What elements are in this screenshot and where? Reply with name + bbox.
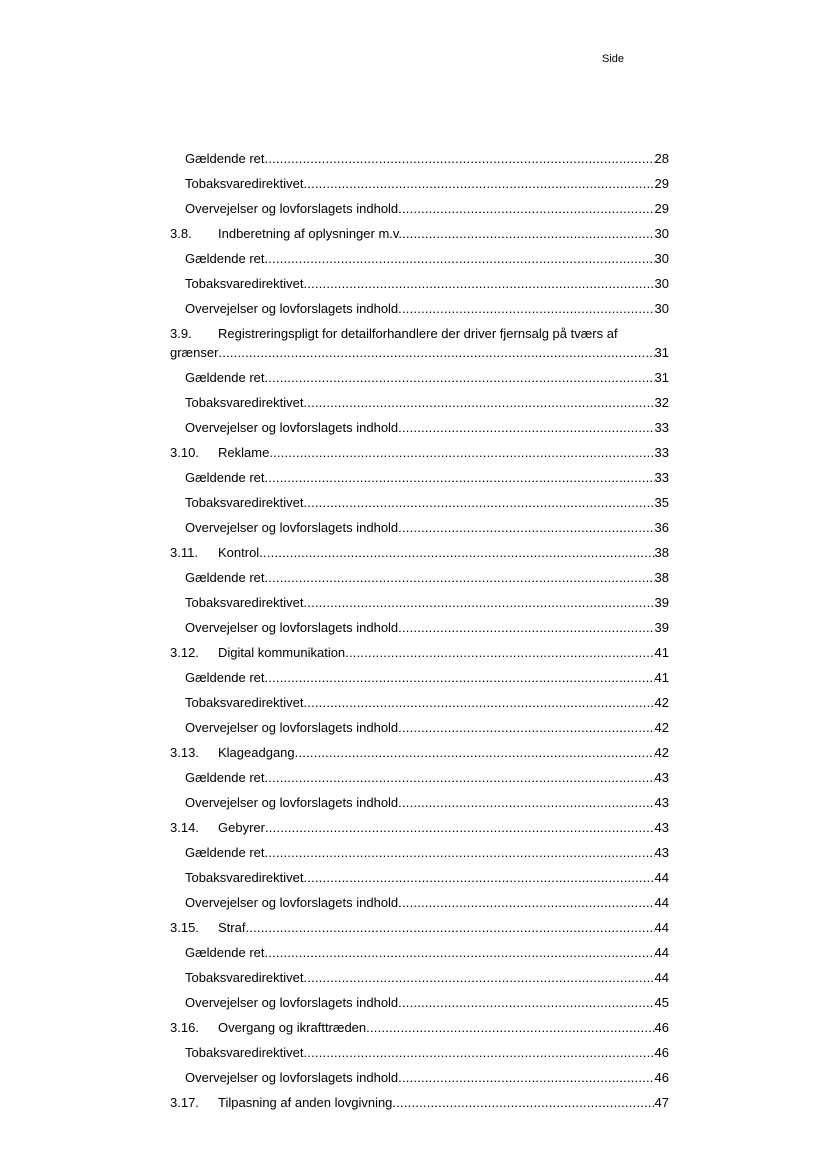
toc-entry[interactable] [170, 765, 669, 790]
toc-page-number: 31 [654, 370, 669, 385]
toc-entry-title: Klageadgang [218, 745, 295, 760]
toc-entry-title: Overvejelser og lovforslagets indhold [185, 720, 399, 735]
toc-entry-title: Tobaksvaredirektivet [185, 1045, 304, 1060]
toc-dot-leader [245, 915, 654, 940]
toc-dot-leader [265, 765, 655, 790]
toc-page-number: 39 [654, 620, 669, 635]
toc-section-number: 3.11. [170, 545, 198, 560]
toc-dot-leader [265, 365, 655, 390]
toc-entry[interactable] [170, 1040, 669, 1065]
toc-entry-title: Straf [218, 920, 246, 935]
toc-dot-leader [398, 790, 654, 815]
toc-entry-title: Gældende ret [185, 370, 265, 385]
toc-section-number: 3.8. [170, 226, 192, 241]
toc-dot-leader [304, 1040, 655, 1065]
toc-dot-leader [304, 490, 655, 515]
toc-page-number: 43 [654, 820, 669, 835]
toc-entry-title: Tobaksvaredirektivet [185, 695, 304, 710]
toc-entry-title: Gældende ret [185, 470, 265, 485]
toc-page-number: 46 [654, 1020, 669, 1035]
toc-dot-leader [398, 890, 654, 915]
toc-page-number: 44 [654, 895, 669, 910]
toc-page-number: 33 [654, 470, 669, 485]
toc-section-number: 3.9. [170, 326, 192, 341]
toc-entry[interactable] [170, 590, 669, 615]
toc-dot-leader [366, 1015, 654, 1040]
toc-page-number: 29 [654, 176, 669, 191]
toc-entry-title: Tobaksvaredirektivet [185, 870, 304, 885]
toc-page-number: 28 [654, 151, 669, 166]
toc-entry-title-continued: grænser [170, 345, 219, 360]
toc-entry[interactable] [170, 990, 669, 1015]
toc-entry-title: Tobaksvaredirektivet [185, 595, 304, 610]
toc-entry[interactable] [170, 690, 669, 715]
toc-dot-leader [398, 990, 654, 1015]
toc-entry[interactable] [170, 615, 669, 640]
page-header-side-label: Side [602, 53, 625, 65]
toc-entry[interactable] [170, 221, 669, 246]
toc-entry-title: Tobaksvaredirektivet [185, 176, 304, 191]
toc-dot-leader [304, 690, 655, 715]
toc-entry[interactable] [170, 515, 669, 540]
toc-dot-leader [265, 146, 655, 171]
toc-dot-leader [304, 171, 655, 196]
toc-dot-leader [265, 840, 655, 865]
toc-entry[interactable] [170, 1015, 669, 1040]
toc-entry[interactable] [170, 715, 669, 740]
toc-page-number: 36 [654, 520, 669, 535]
toc-entry-title: Indberetning af oplysninger m.v. [218, 226, 403, 241]
toc-dot-leader [218, 343, 654, 362]
toc-dot-leader [269, 440, 654, 465]
toc-entry[interactable] [170, 440, 669, 465]
toc-page-number: 30 [654, 251, 669, 266]
toc-dot-leader [398, 515, 654, 540]
toc-entry-title: Overvejelser og lovforslagets indhold [185, 301, 399, 316]
toc-dot-leader [265, 465, 655, 490]
toc-dot-leader [304, 271, 655, 296]
toc-entry[interactable] [170, 490, 669, 515]
toc-page-number: 43 [654, 770, 669, 785]
toc-entry-title: Gældende ret [185, 570, 265, 585]
toc-entry[interactable] [170, 271, 669, 296]
toc-page-number: 31 [654, 345, 669, 360]
toc-entry[interactable] [170, 540, 669, 565]
toc-dot-leader [265, 565, 655, 590]
toc-entry-title: Gældende ret [185, 251, 265, 266]
toc-entry[interactable] [170, 196, 669, 221]
toc-page-number: 47 [654, 1095, 669, 1110]
toc-page-number: 33 [654, 420, 669, 435]
toc-dot-leader [398, 415, 654, 440]
toc-dot-leader [304, 390, 655, 415]
toc-entry-title: Reklame [218, 445, 270, 460]
toc-entry-title: Overvejelser og lovforslagets indhold [185, 895, 399, 910]
toc-page-number: 46 [654, 1045, 669, 1060]
toc-page-number: 39 [654, 595, 669, 610]
toc-page-number: 38 [654, 545, 669, 560]
toc-page-number: 30 [654, 301, 669, 316]
toc-dot-leader [265, 815, 655, 840]
toc-entry-title: Overvejelser og lovforslagets indhold [185, 620, 399, 635]
toc-entry-title: Tobaksvaredirektivet [185, 276, 304, 291]
toc-section-number: 3.16. [170, 1020, 199, 1035]
toc-page-number: 30 [654, 226, 669, 241]
toc-page-number: 46 [654, 1070, 669, 1085]
toc-entry-title: Tobaksvaredirektivet [185, 495, 304, 510]
toc-entry[interactable] [170, 465, 669, 490]
toc-entry-title: Overvejelser og lovforslagets indhold [185, 795, 399, 810]
toc-entry[interactable] [170, 665, 669, 690]
toc-entry-title: Tilpasning af anden lovgivning [218, 1095, 393, 1110]
toc-page-number: 42 [654, 695, 669, 710]
toc-entry[interactable] [170, 390, 669, 415]
toc-entry-title: Gebyrer [218, 820, 265, 835]
toc-entry[interactable] [170, 940, 669, 965]
toc-entry-title: Gældende ret [185, 151, 265, 166]
toc-entry-title: Tobaksvaredirektivet [185, 970, 304, 985]
toc-section-number: 3.15. [170, 920, 199, 935]
toc-page-number: 42 [654, 745, 669, 760]
toc-dot-leader [345, 640, 654, 665]
toc-dot-leader [398, 296, 654, 321]
toc-entry[interactable] [170, 815, 669, 840]
toc-entry[interactable] [170, 415, 669, 440]
toc-entry[interactable] [170, 565, 669, 590]
toc-entry-title: Overvejelser og lovforslagets indhold [185, 520, 399, 535]
toc-entry-title: Overvejelser og lovforslagets indhold [185, 420, 399, 435]
toc-entry[interactable] [170, 171, 669, 196]
toc-dot-leader [398, 715, 654, 740]
toc-entry[interactable] [170, 840, 669, 865]
toc-entry[interactable] [170, 365, 669, 390]
toc-dot-leader [265, 665, 655, 690]
toc-page-number: 41 [654, 670, 669, 685]
toc-entry-title: Overvejelser og lovforslagets indhold [185, 995, 399, 1010]
toc-entry-title: Gældende ret [185, 945, 265, 960]
toc-dot-leader [295, 740, 655, 765]
toc-dot-leader [304, 965, 655, 990]
toc-dot-leader [259, 540, 654, 565]
toc-entry-title: Overvejelser og lovforslagets indhold [185, 1070, 399, 1085]
toc-entry[interactable] [170, 740, 669, 765]
toc-entry[interactable] [170, 1065, 669, 1090]
toc-entry[interactable] [170, 965, 669, 990]
toc-dot-leader [265, 940, 655, 965]
toc-entry[interactable] [170, 640, 669, 665]
toc-entry-title: Kontrol [218, 545, 260, 560]
toc-entry-title: Tobaksvaredirektivet [185, 395, 304, 410]
toc-entry-title: Gældende ret [185, 670, 265, 685]
toc-page-number: 44 [654, 945, 669, 960]
toc-page-number: 43 [654, 795, 669, 810]
toc-entry-title: Overvejelser og lovforslagets indhold [185, 201, 399, 216]
toc-dot-leader [304, 590, 655, 615]
toc-entry[interactable] [170, 296, 669, 321]
toc-page-number: 35 [654, 495, 669, 510]
toc-entry-title: Digital kommunikation [218, 645, 346, 660]
toc-entry[interactable] [170, 1090, 669, 1115]
toc-dot-leader [265, 246, 655, 271]
table-of-contents [170, 146, 669, 1115]
toc-dot-leader [402, 221, 655, 246]
toc-entry[interactable] [170, 915, 669, 940]
toc-entry-title: Gældende ret [185, 845, 265, 860]
toc-page-number: 44 [654, 970, 669, 985]
toc-entry[interactable] [170, 321, 669, 365]
toc-entry[interactable] [170, 246, 669, 271]
toc-page-number: 29 [654, 201, 669, 216]
toc-entry-title: Gældende ret [185, 770, 265, 785]
toc-page-number: 44 [654, 870, 669, 885]
toc-page-number: 42 [654, 720, 669, 735]
toc-page-number: 38 [654, 570, 669, 585]
toc-entry[interactable] [170, 146, 669, 171]
toc-entry[interactable] [170, 890, 669, 915]
toc-dot-leader [398, 1065, 654, 1090]
toc-entry-title: Overgang og ikrafttræden [218, 1020, 367, 1035]
toc-section-number: 3.13. [170, 745, 199, 760]
toc-entry[interactable] [170, 790, 669, 815]
toc-section-number: 3.10. [170, 445, 199, 460]
toc-page-number: 43 [654, 845, 669, 860]
toc-entry[interactable] [170, 865, 669, 890]
toc-entry-title: Registreringspligt for detailforhandlere der driver fjernsalg på tværs af [218, 326, 618, 341]
toc-dot-leader [392, 1090, 654, 1115]
toc-page-number: 32 [654, 395, 669, 410]
toc-section-number: 3.12. [170, 645, 199, 660]
toc-page-number: 45 [654, 995, 669, 1010]
toc-section-number: 3.17. [170, 1095, 199, 1110]
toc-dot-leader [398, 615, 654, 640]
toc-page-number: 41 [654, 645, 669, 660]
toc-dot-leader [398, 196, 654, 221]
toc-dot-leader [304, 865, 655, 890]
toc-section-number: 3.14. [170, 820, 199, 835]
toc-page-number: 33 [654, 445, 669, 460]
toc-page-number: 44 [654, 920, 669, 935]
toc-page-number: 30 [654, 276, 669, 291]
